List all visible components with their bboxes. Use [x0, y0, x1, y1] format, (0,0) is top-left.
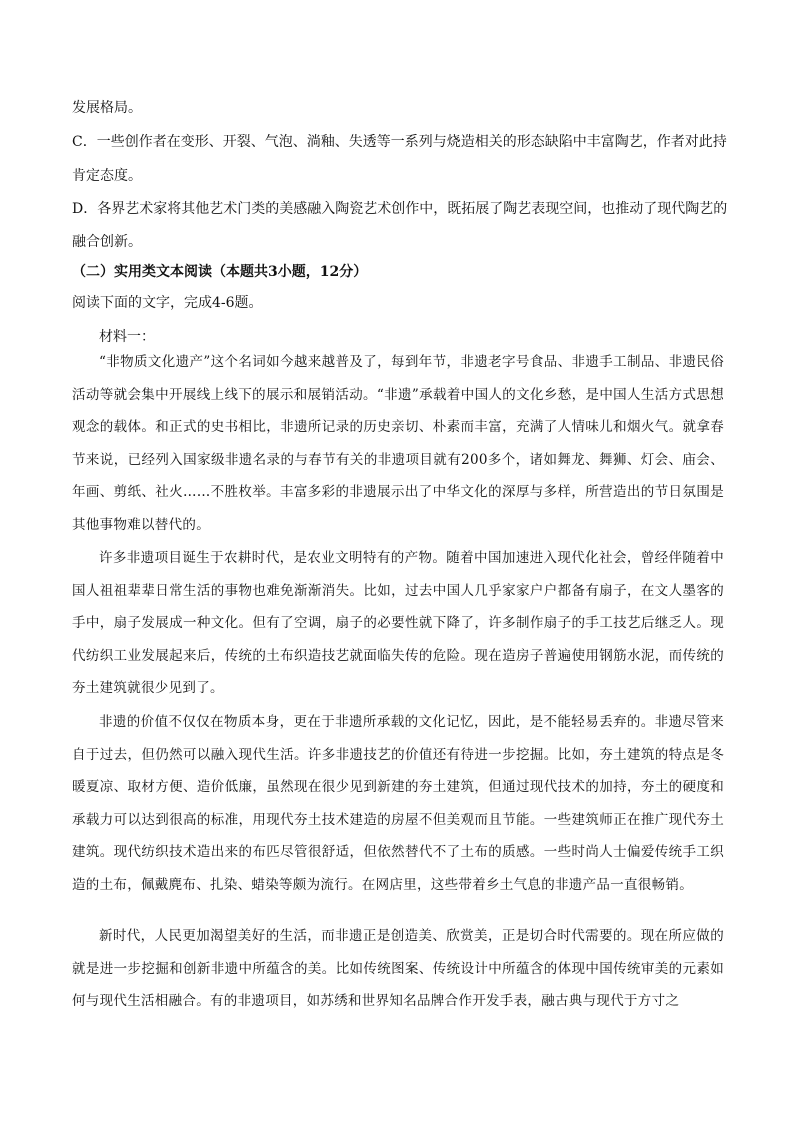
paragraph-1: “非物质文化遗产”这个名词如今越来越普及了，每到年节，非遗老字号食品、非遗手工制品、非遗民俗活动等就会集中开展线上线下的展示和展销活动。“非遗”承载着中国人的文化乡愁，是中国人生活方式思想观念的载体。和正式的史书相比，非遗所记录的历史亲切、朴素而丰富，充满了人情味儿和烟火气。就拿春节来说，已经列入国家级非遗名录的与春节有关的非遗项目就有200多个，诸如舞龙、舞狮、灯会、庙会、年画、剪纸、社火……不胜枚举。丰富多彩的非遗展示出了中华文化的深厚与多样，所营造出的节日氛围是其他事物难以替代的。 — [72, 354, 724, 533]
material-label: 材料一： — [99, 329, 155, 345]
paragraph-2: 许多非遗项目诞生于农耕时代，是农业文明特有的产物。随着中国加速进入现代化社会，曾经伴随着中国人祖祖辈辈日常生活的事物也难免渐渐消失。比如，过去中国人几乎家家户户都备有扇子，在文人墨客的手中，扇子发展成一种文化。但有了空调，扇子的必要性就下降了，许多制作扇子的手工技艺后继乏人。现代纺织工业发展起来后，传统的土布织造技艺就面临失传的危险。现在造房子普遍使用钢筋水泥，而传统的夯土建筑就很少见到了。 — [72, 550, 724, 697]
option-c-line1: C．一些创作者在变形、开裂、气泡、淌釉、失透等一系列与烧造相关的形态缺陷中丰富陶艺，作者对此持 — [72, 134, 727, 150]
paragraph-3: 非遗的价值不仅仅在物质本身，更在于非遗所承载的文化记忆，因此，是不能轻易丢弃的。非遗尽管来自于过去，但仍然可以融入现代生活。许多非遗技艺的价值还有待进一步挖掘。比如，夯土建筑的特点是冬暖夏凉、取材方便、造价低廉，虽然现在很少见到新建的夯土建筑，但通过现代技术的加持，夯土的硬度和承载力可以达到很高的标准，用现代夯土技术建造的房屋不但美观而且节能。一些建筑师正在推广现代夯土建筑。现代纺织技术造出来的布匹尽管很舒适，但依然替代不了土布的质感。一些时尚人士偏爱传统手工织造的土布，佩戴麂布、扎染、蜡染等颇为流行。在网店里，这些带着乡土气息的非遗产品一直很畅销。 — [72, 714, 724, 893]
reading-instruction: 阅读下面的文字，完成4-6题。 — [72, 295, 263, 311]
option-c-line2: 肯定态度。 — [72, 168, 142, 184]
option-b-tail: 发展格局。 — [72, 100, 142, 116]
section-heading: （二）实用类文本阅读（本题共3小题，12分） — [72, 264, 368, 280]
option-d-line1: D．各界艺术家将其他艺术门类的美感融入陶瓷艺术创作中，既拓展了陶艺表现空间，也推动了现代陶艺的 — [72, 201, 728, 217]
paragraph-4: 新时代，人民更加渴望美好的生活，而非遗正是创造美、欣赏美，正是切合时代需要的。现在所应做的就是进一步挖掘和创新非遗中所蕴含的美。比如传统图案、传统设计中所蕴含的体现中国传统审美的元素如何与现代生活相融合。有的非遗项目，如苏绣和世界知名品牌合作开发手表，融古典与现代于方寸之 — [72, 928, 724, 1010]
option-d-line2: 融合创新。 — [72, 234, 142, 250]
